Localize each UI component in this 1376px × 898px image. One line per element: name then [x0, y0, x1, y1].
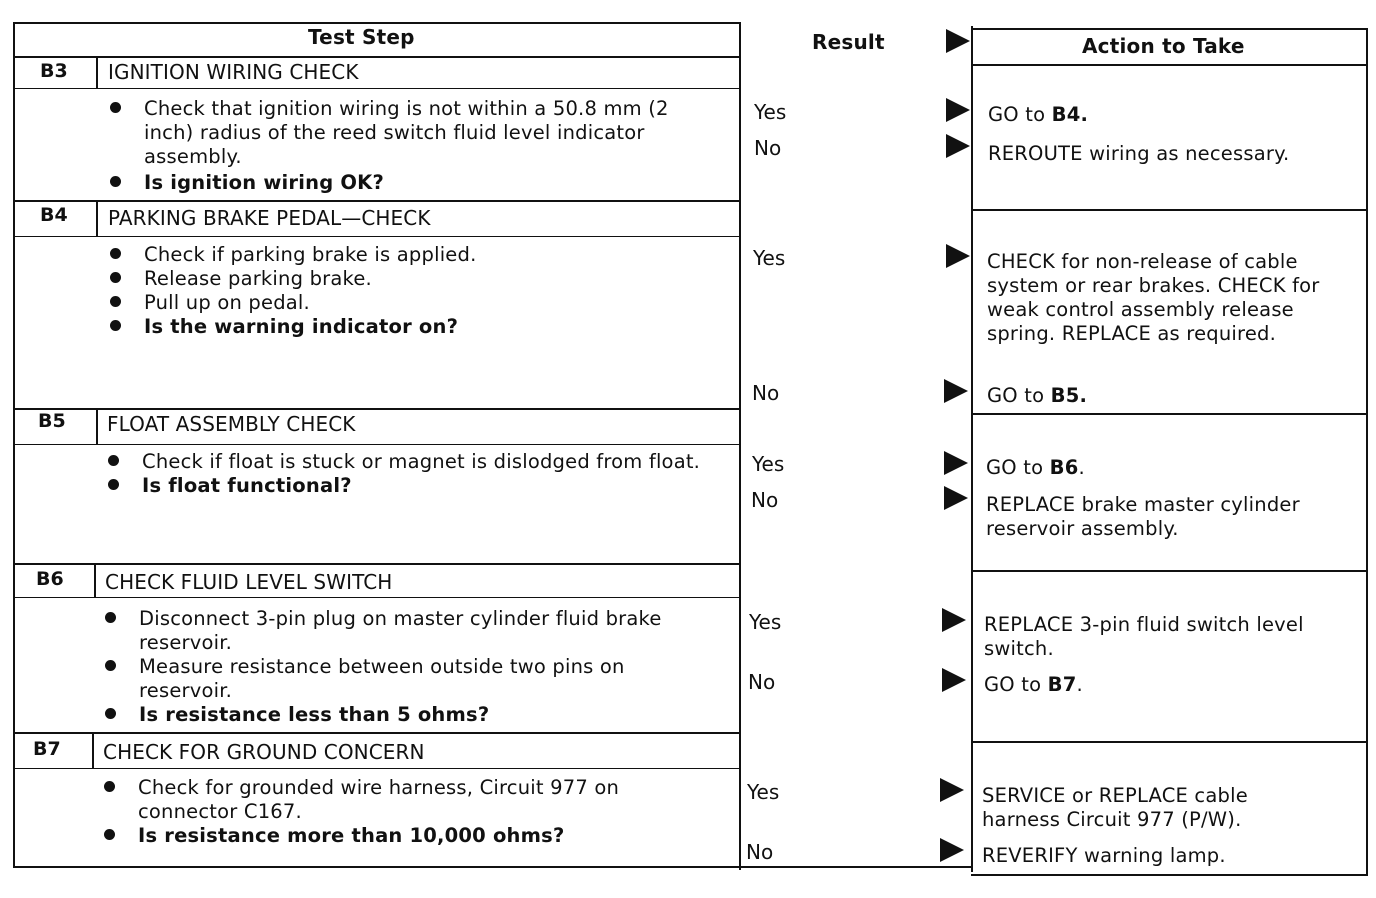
- step-bullets: [104, 776, 704, 848]
- result-arrow-icon: [944, 486, 968, 510]
- action-yes: GO to B6.: [986, 456, 1085, 479]
- column-divider-action: [971, 26, 973, 872]
- header-arrow-icon: [946, 29, 970, 53]
- action-yes: SERVICE or REPLACE cable harness Circuit 977 (P/W).: [982, 784, 1248, 831]
- table-border-top: [13, 22, 741, 24]
- row-divider-b3-b4-action: [971, 209, 1368, 211]
- bullet-question: Is ignition wiring OK?: [110, 171, 710, 195]
- table-border-top-right: [971, 28, 1368, 30]
- bullet-question: Is resistance more than 10,000 ohms?: [104, 824, 704, 848]
- title-rule-b7: [13, 768, 741, 769]
- result-yes: Yes: [752, 452, 785, 476]
- bullet-question: Is float functional?: [108, 474, 708, 498]
- bullet-icon: [108, 455, 119, 466]
- bullet-icon: [105, 612, 116, 623]
- result-arrow-icon: [946, 244, 970, 268]
- id-divider-b7: [92, 732, 94, 768]
- step-id: B5: [38, 410, 66, 432]
- result-arrow-icon: [940, 778, 964, 802]
- title-rule-b5: [13, 444, 741, 445]
- result-yes: Yes: [747, 780, 780, 804]
- result-yes: Yes: [753, 246, 786, 270]
- result-arrow-icon: [942, 608, 966, 632]
- id-divider-b4: [96, 200, 98, 236]
- id-divider-b6: [94, 563, 96, 597]
- bullet-icon: [110, 176, 121, 187]
- action-no: REPLACE brake master cylinder reservoir assembly.: [986, 493, 1300, 540]
- bullet-question: Is the warning indicator on?: [110, 315, 710, 339]
- id-divider-b3: [96, 56, 98, 88]
- bullet-icon: [105, 660, 116, 671]
- step-bullets: [105, 607, 705, 727]
- step-bullets: [108, 450, 708, 498]
- step-id: B6: [36, 568, 64, 590]
- bullet-item: Measure resistance between outside two pins on reservoir.: [105, 655, 705, 703]
- result-yes: Yes: [749, 610, 782, 634]
- title-rule-b3: [13, 88, 741, 89]
- title-rule-b4: [13, 236, 741, 237]
- step-id: B4: [40, 204, 68, 226]
- step-title: PARKING BRAKE PEDAL—CHECK: [108, 206, 431, 230]
- bullet-icon: [110, 272, 121, 283]
- result-no: No: [751, 488, 779, 512]
- step-title: FLOAT ASSEMBLY CHECK: [107, 412, 356, 436]
- table-border-left: [13, 22, 15, 868]
- action-yes: REPLACE 3-pin fluid switch level switch.: [984, 613, 1304, 660]
- table-border-bottom: [13, 866, 973, 868]
- result-yes: Yes: [754, 100, 787, 124]
- bullet-icon: [104, 829, 115, 840]
- bullet-item: Check if parking brake is applied.: [110, 243, 710, 267]
- result-no: No: [752, 381, 780, 405]
- row-divider-b6-b7: [13, 732, 741, 734]
- result-no: No: [746, 840, 774, 864]
- step-title: CHECK FLUID LEVEL SWITCH: [105, 570, 393, 594]
- header-result: Result: [812, 30, 885, 54]
- bullet-item: Check that ignition wiring is not within a 50.8 mm (2 inch) radius of the reed switch fluid level indicator assembly.: [110, 97, 710, 169]
- header-rule-action: [971, 64, 1368, 66]
- action-no: GO to B7.: [984, 673, 1083, 696]
- bullet-item: Check if float is stuck or magnet is dislodged from float.: [108, 450, 708, 474]
- step-id: B3: [40, 60, 68, 82]
- bullet-icon: [110, 296, 121, 307]
- result-arrow-icon: [944, 379, 968, 403]
- bullet-icon: [110, 102, 121, 113]
- action-no: REROUTE wiring as necessary.: [988, 142, 1290, 165]
- result-no: No: [754, 136, 782, 160]
- result-no: No: [748, 670, 776, 694]
- header-action: Action to Take: [1082, 34, 1245, 58]
- bullet-icon: [104, 781, 115, 792]
- result-arrow-icon: [946, 134, 970, 158]
- action-no: GO to B5.: [987, 384, 1088, 407]
- result-arrow-icon: [942, 668, 966, 692]
- table-border-bottom-right: [971, 874, 1368, 876]
- step-bullets: [110, 243, 710, 339]
- row-divider-b5-b6: [13, 563, 741, 565]
- title-rule-b6: [13, 597, 741, 598]
- bullet-icon: [110, 248, 121, 259]
- step-id: B7: [33, 738, 61, 760]
- bullet-icon: [110, 320, 121, 331]
- bullet-item: Pull up on pedal.: [110, 291, 710, 315]
- bullet-icon: [108, 479, 119, 490]
- header-rule-test-step: [13, 56, 741, 58]
- result-arrow-icon: [944, 451, 968, 475]
- action-no: REVERIFY warning lamp.: [982, 844, 1226, 867]
- header-test-step: Test Step: [308, 25, 415, 49]
- action-yes: CHECK for non-release of cable system or rear brakes. CHECK for weak control assembly release spring. REPLACE as required.: [987, 250, 1320, 345]
- row-divider-b3-b4: [13, 200, 741, 202]
- bullet-question: Is resistance less than 5 ohms?: [105, 703, 705, 727]
- bullet-icon: [105, 708, 116, 719]
- step-title: CHECK FOR GROUND CONCERN: [103, 740, 425, 764]
- step-bullets: [110, 97, 710, 195]
- table-border-right: [1366, 28, 1368, 876]
- action-yes: GO to B4.: [988, 103, 1089, 126]
- row-divider-b5-b6-action: [971, 570, 1368, 572]
- bullet-item: Check for grounded wire harness, Circuit 977 on connector C167.: [104, 776, 704, 824]
- step-title: IGNITION WIRING CHECK: [108, 60, 359, 84]
- bullet-item: Release parking brake.: [110, 267, 710, 291]
- result-arrow-icon: [940, 838, 964, 862]
- column-divider-result: [739, 22, 741, 870]
- id-divider-b5: [96, 408, 98, 444]
- result-arrow-icon: [946, 98, 970, 122]
- bullet-item: Disconnect 3-pin plug on master cylinder fluid brake reservoir.: [105, 607, 705, 655]
- row-divider-b4-b5: [13, 408, 741, 410]
- row-divider-b4-b5-action: [971, 413, 1368, 415]
- row-divider-b6-b7-action: [971, 741, 1368, 743]
